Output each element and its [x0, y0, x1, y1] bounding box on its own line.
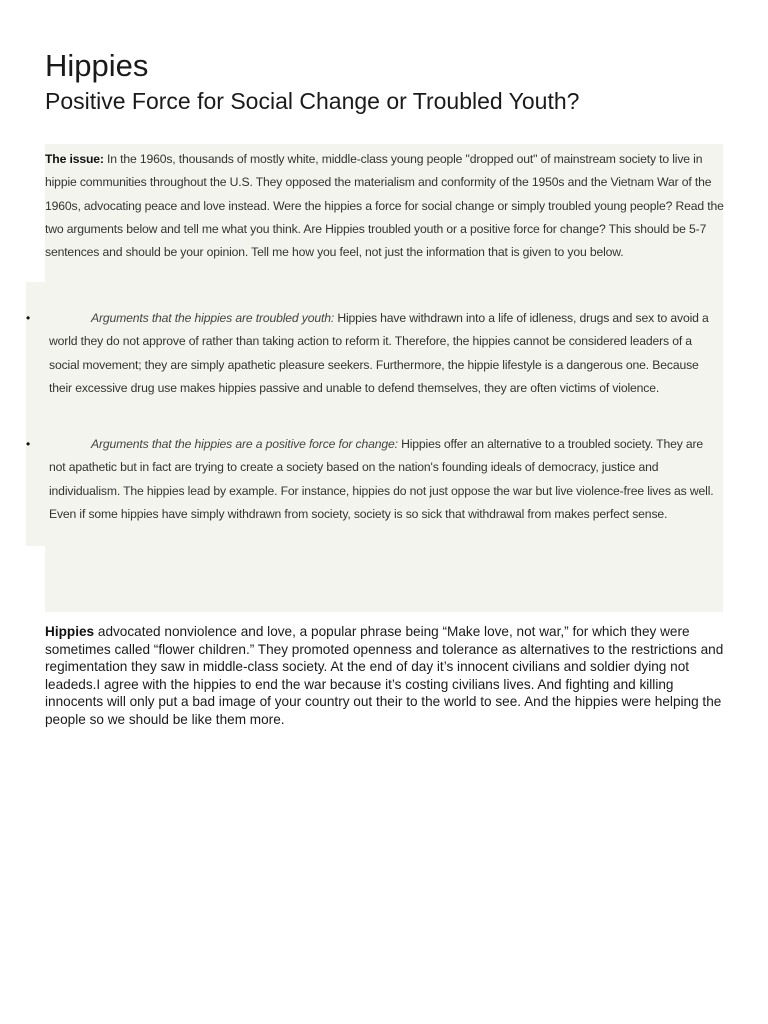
argument-text: Hippies have withdrawn into a life of idleness, drugs and sex to avoid a world they do not approve of rather than taking action to reform it. Therefore, the hippies cannot be considered leaders of a social movement; they are simply apathetic pleasure seekers. Furthermore, the hippie lifestyle is a dangerous one. Because their excessive drug use makes hippies passive and unable to defend themselves, they are often victims of violence. [49, 311, 709, 395]
argument-paragraph [49, 433, 721, 526]
argument-paragraph [49, 307, 721, 400]
argument-label: Arguments that the hippies are troubled youth: [91, 311, 335, 325]
bullet-dot-icon: • [26, 437, 31, 451]
issue-label: The issue: [45, 152, 104, 166]
response-lead: Hippies [45, 624, 95, 639]
issue-text: In the 1960s, thousands of mostly white, middle-class young people "dropped out" of mainstream society to live in hippie communities throughout the U.S. They opposed the materialism and conformity of the 1950s and the Vietnam War of the 1960s, advocating peace and love instead. Were the hippies a force for social change or simply troubled young people? Read the two arguments below and tell me what you think. Are Hippies troubled youth or a positive force for change? This should be 5-7 sentences and should be your opinion. Tell me how you feel, not just the information that is given to you below. [45, 152, 724, 260]
response-paragraph [45, 623, 735, 729]
response-text: advocated nonviolence and love, a popular phrase being “Make love, not war,” for which they were sometimes called “flower children.” They promoted openness and tolerance as alternatives to the restrictions and regimentation they saw in middle-class society. At the end of day it’s innocent civilians and soldier dying not leadeds.I agree with the hippies to end the war because it’s costing civilians lives. And fighting and killing innocents will only put a bad image of your country out their to the world to see. And the hippies were helping the people so we should be like them more. [45, 624, 724, 727]
issue-paragraph [45, 148, 725, 264]
argument-text: Hippies offer an alternative to a troubled society. They are not apathetic but in fact are trying to create a society based on the nation's founding ideals of democracy, justice and individualism. The hippies lead by example. For instance, hippies do not just oppose the war but live violence-free lives as well. Even if some hippies have simply withdrawn from society, society is so sick that withdrawal from makes perfect sense. [49, 437, 714, 521]
page-title: Hippies [45, 48, 149, 83]
page-subtitle: Positive Force for Social Change or Troubled Youth? [45, 88, 580, 114]
bullet-dot-icon: • [26, 311, 31, 325]
argument-label: Arguments that the hippies are a positive force for change: [91, 437, 398, 451]
